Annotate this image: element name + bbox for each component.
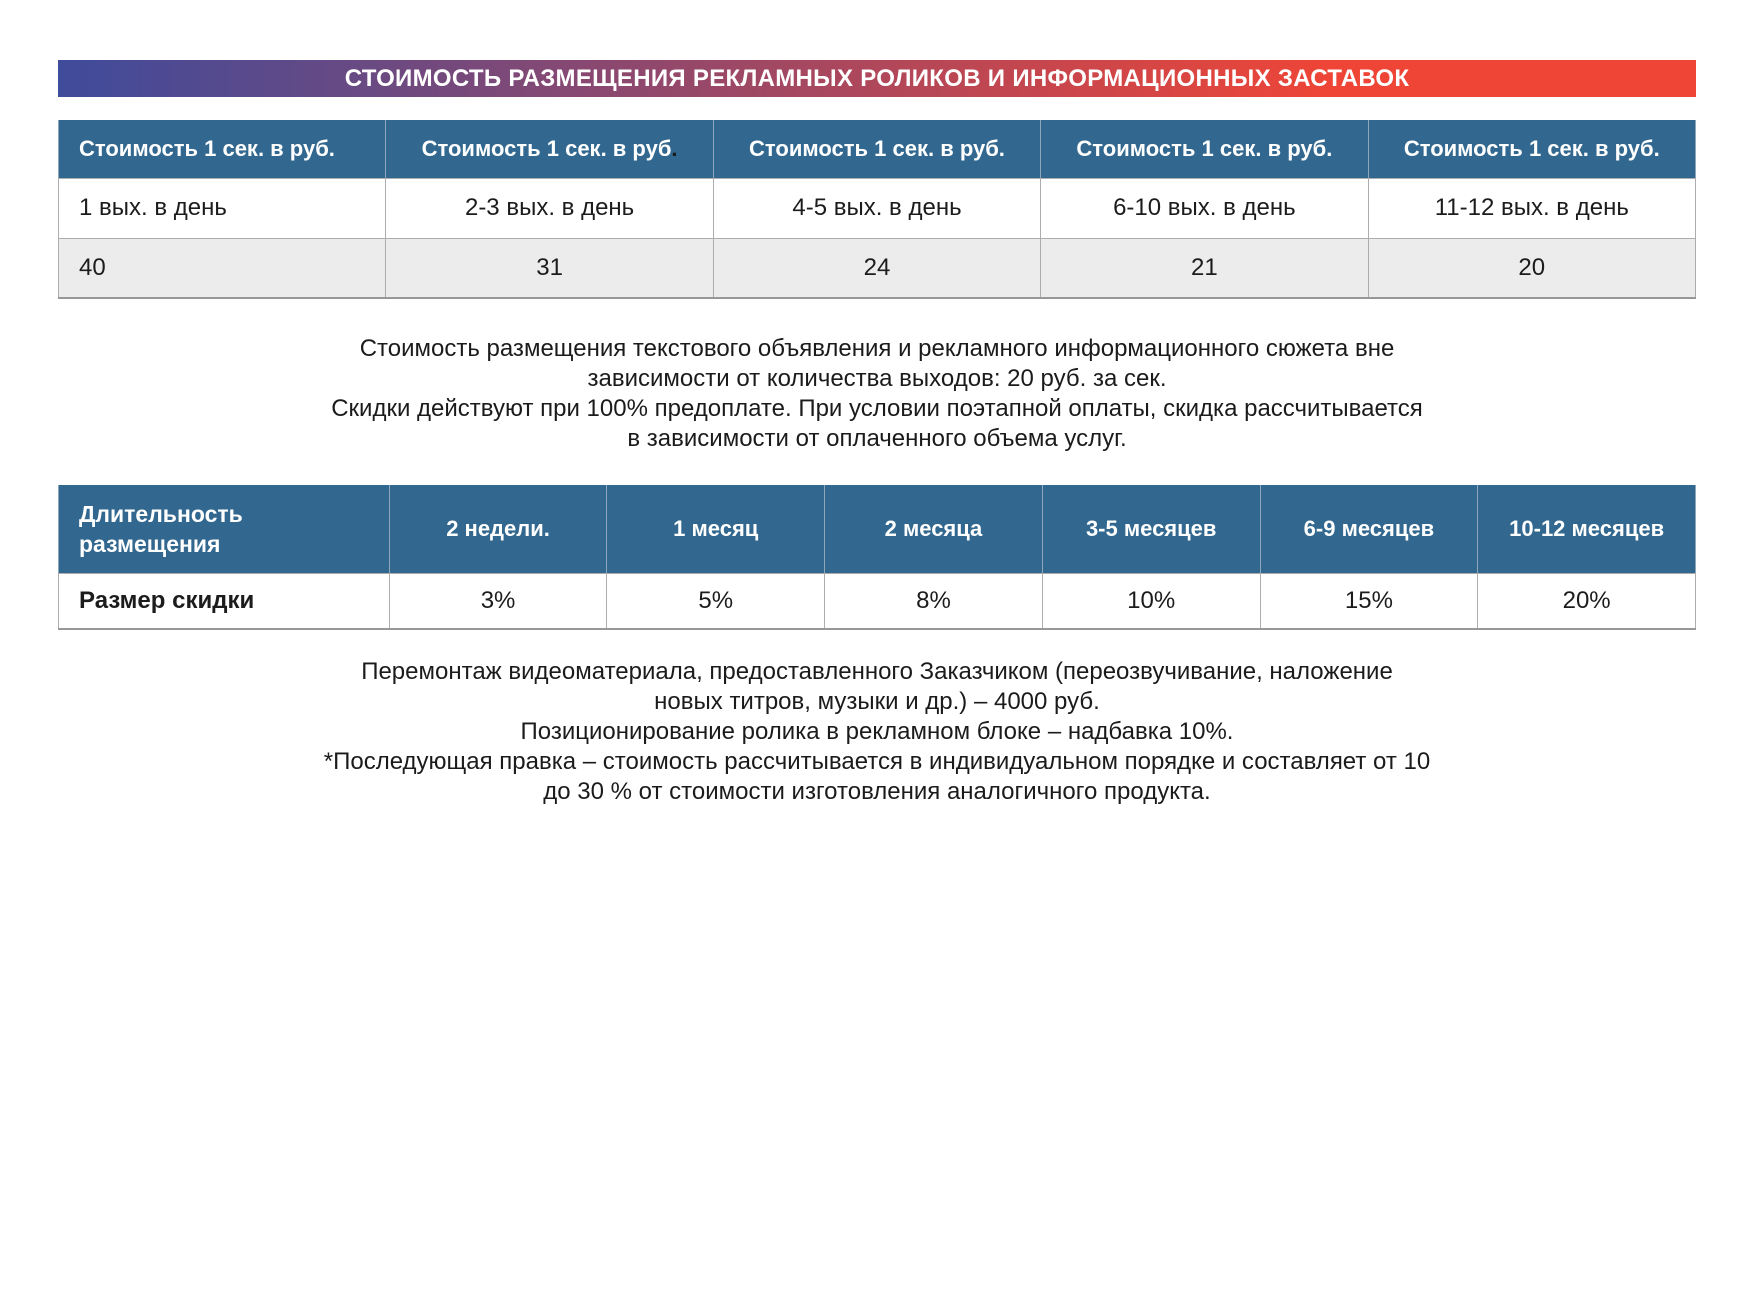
note-line: зависимости от количества выходов: 20 руб. за сек. [587,365,1167,392]
price-cell: 20 [1368,238,1695,298]
note-line: новых титров, музыки и др.) – 4000 руб. [654,688,1100,715]
note-line: Стоимость размещения текстового объявления и рекламного информационного сюжета вне [359,335,1395,362]
discount-cell: 8% [825,573,1043,629]
note-editing-terms [58,657,1696,807]
discount-header-cell: 10-12 месяцев [1478,485,1696,573]
price-cell: 24 [713,238,1040,298]
discount-cell: 3% [389,573,607,629]
page-title: СТОИМОСТЬ РАЗМЕЩЕНИЯ РЕКЛАМНЫХ РОЛИКОВ И ИНФОРМАЦИОННЫХ ЗАСТАВОК [344,64,1410,92]
price-cell: 21 [1041,238,1368,298]
discount-cell: 10% [1042,573,1260,629]
note-line: Перемонтаж видеоматериала, предоставленного Заказчиком (переозвучивание, наложение [361,658,1393,685]
discount-table [58,485,1696,630]
discount-header-cell: 1 месяц [607,485,825,573]
pricing-header-cell: Стоимость 1 сек. в руб. [1368,120,1695,178]
frequency-cell: 1 вых. в день [59,178,386,238]
discount-cell: 15% [1260,573,1478,629]
discount-header-cell: 3-5 месяцев [1042,485,1260,573]
note-placement-terms [58,334,1696,454]
page-content [58,60,1696,807]
discount-header-cell: 6-9 месяцев [1260,485,1478,573]
note-line: в зависимости от оплаченного объема услуг. [627,425,1127,452]
frequency-cell: 2-3 вых. в день [386,178,713,238]
pricing-header-cell: Стоимость 1 сек. в руб. [713,120,1040,178]
frequency-row [59,178,1696,238]
discount-header-row [59,485,1696,573]
discount-cell: 20% [1478,573,1696,629]
pricing-header-cell: Стоимость 1 сек. в руб. [1041,120,1368,178]
pricing-header-cell: Стоимость 1 сек. в руб. [386,120,713,178]
discount-cell: 5% [607,573,825,629]
note-line: до 30 % от стоимости изготовления аналогичного продукта. [543,778,1211,805]
discount-row [59,573,1696,629]
note-line: *Последующая правка – стоимость рассчитывается в индивидуальном порядке и составляет от 10 [323,748,1431,775]
title-banner [58,60,1696,97]
frequency-cell: 6-10 вых. в день [1041,178,1368,238]
dark-period: . [671,135,678,161]
note-line: Позиционирование ролика в рекламном блоке – надбавка 10%. [520,718,1234,745]
frequency-cell: 4-5 вых. в день [713,178,1040,238]
pricing-header-row [59,120,1696,178]
note-line: Скидки действуют при 100% предоплате. При условии поэтапной оплаты, скидка рассчитывается [331,395,1423,422]
price-row [59,238,1696,298]
discount-row-label: Размер скидки [59,573,390,629]
pricing-header-cell: Стоимость 1 сек. в руб. [59,120,386,178]
frequency-cell: 11-12 вых. в день [1368,178,1695,238]
discount-header-cell: 2 недели. [389,485,607,573]
discount-header-cell: Длительность размещения [59,485,390,573]
discount-header-cell: 2 месяца [825,485,1043,573]
price-cell: 31 [386,238,713,298]
price-cell: 40 [59,238,386,298]
pricing-table [58,120,1696,299]
